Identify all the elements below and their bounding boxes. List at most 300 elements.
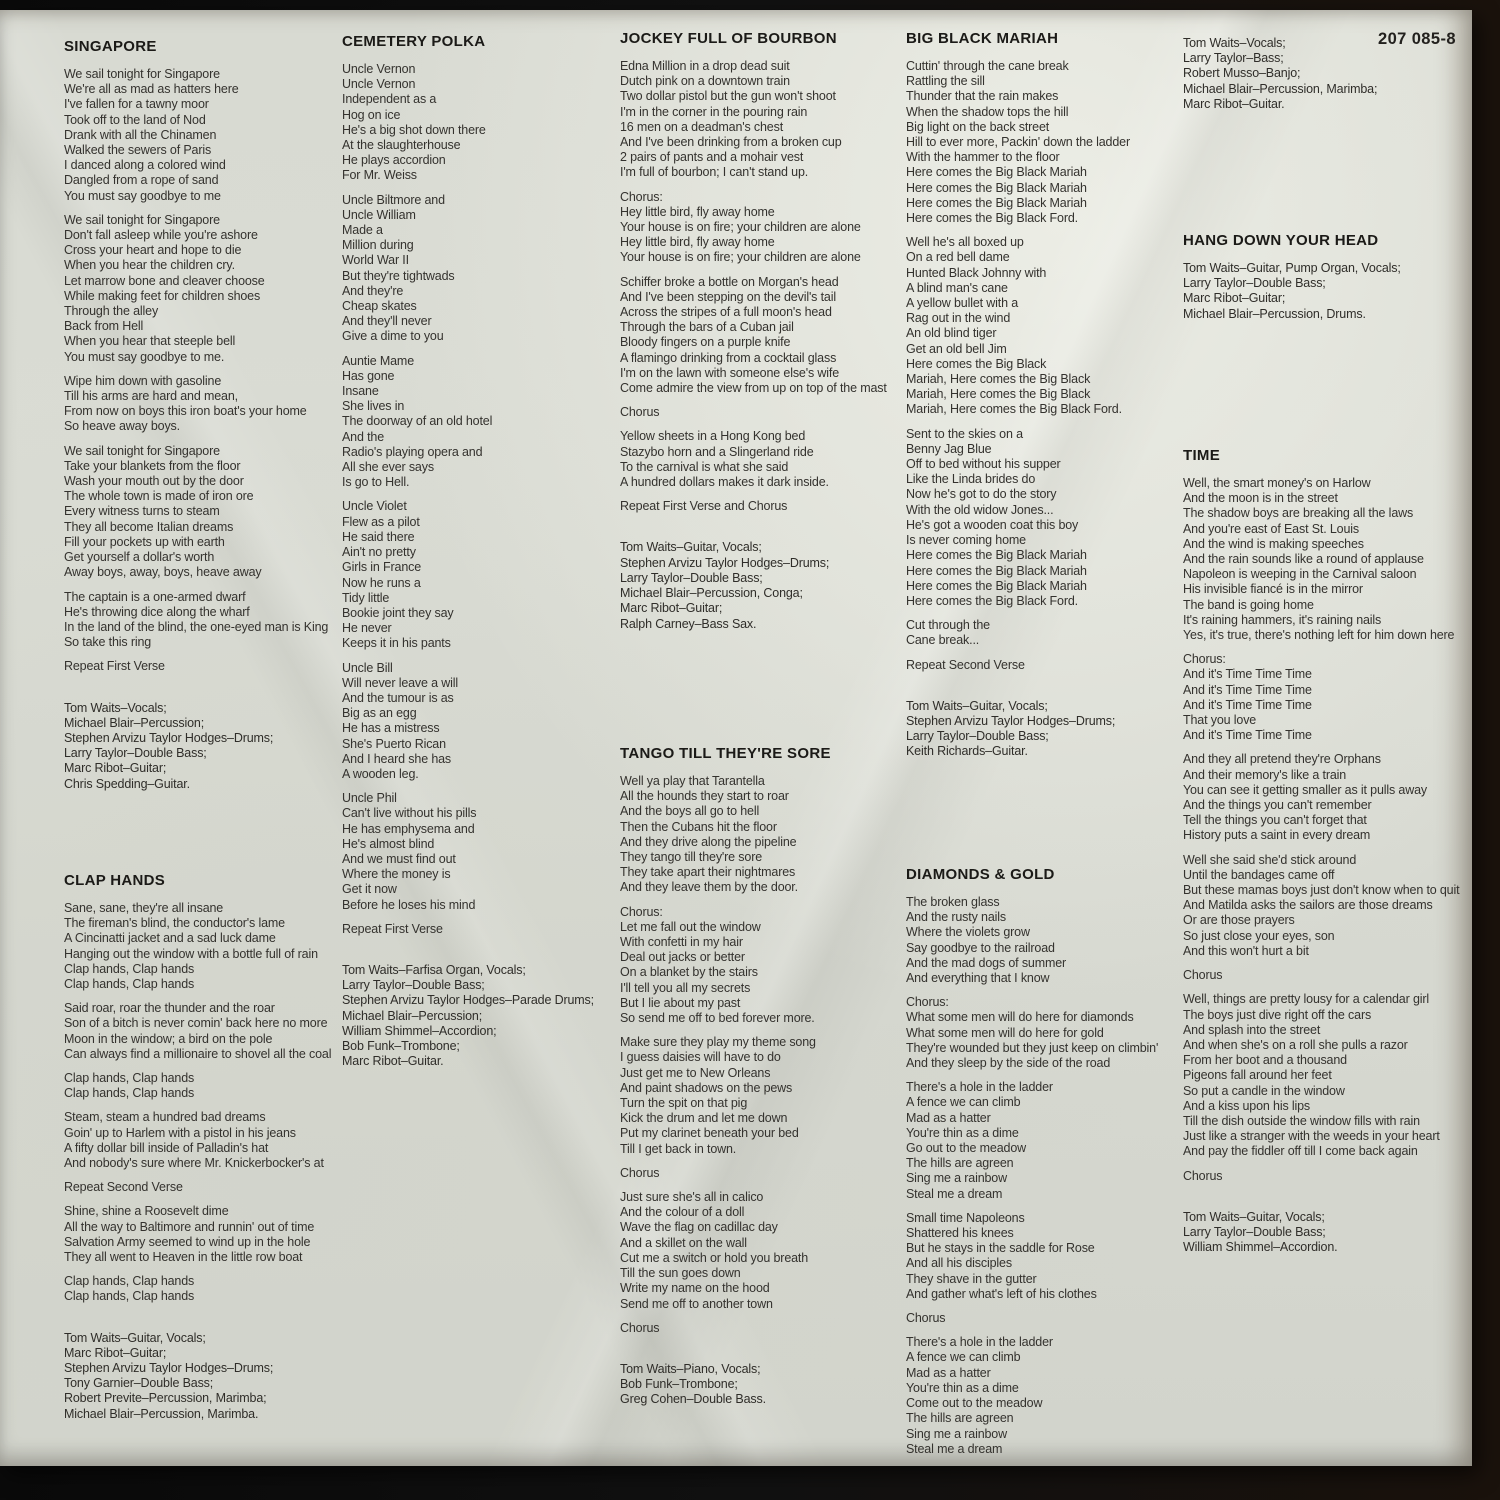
lyric-line: I guess daisies will have to do bbox=[620, 1050, 781, 1065]
lyric-line: And when she's on a roll she pulls a razor bbox=[1183, 1037, 1408, 1052]
lyric-line: World War II bbox=[342, 253, 409, 268]
lyric-line: At the slaughterhouse bbox=[342, 138, 461, 153]
lyric-line: Till the dish outside the window fills with rain bbox=[1183, 1113, 1420, 1128]
lyric-line: What some men will do here for gold bbox=[906, 1025, 1104, 1040]
lyric-line: Chorus bbox=[620, 1165, 660, 1180]
lyric-line: He has a mistress bbox=[342, 721, 440, 736]
lyric-line: Chorus bbox=[1183, 968, 1223, 983]
lyric-line: A fence we can climb bbox=[906, 1350, 1021, 1365]
lyric-line: For Mr. Weiss bbox=[342, 168, 417, 183]
song-time bbox=[1183, 447, 1472, 1264]
lyric-line: And they're bbox=[342, 283, 404, 298]
lyric-line: We sail tonight for Singapore bbox=[64, 212, 220, 227]
lyric-line: But I lie about my past bbox=[620, 995, 741, 1010]
lyric-line: A hundred dollars makes it dark inside. bbox=[620, 475, 829, 490]
lyric-line: Hanging out the window with a bottle full of rain bbox=[64, 946, 318, 961]
lyric-line: Uncle Violet bbox=[342, 499, 407, 514]
stanza bbox=[1183, 1169, 1472, 1184]
stanza bbox=[342, 791, 614, 913]
song-credits bbox=[1183, 1210, 1472, 1256]
lyric-line: A blind man's cane bbox=[906, 280, 1008, 295]
lyric-line: But these mamas boys just don't know when to quit bbox=[1183, 883, 1460, 898]
lyric-line: You're thin as a dime bbox=[906, 1125, 1019, 1140]
credit-line: Marc Ribot–Guitar. bbox=[1183, 96, 1285, 111]
lyric-line: Till the sun goes down bbox=[620, 1266, 741, 1281]
lyric-line: Moon in the window; a bird on the pole bbox=[64, 1031, 273, 1046]
credit-line: Larry Taylor–Double Bass; bbox=[620, 570, 763, 585]
lyric-line: And paint shadows on the pews bbox=[620, 1080, 793, 1095]
lyric-line: And I've been drinking from a broken cup bbox=[620, 135, 842, 150]
stanza bbox=[906, 995, 1186, 1071]
lyric-line: Cut me a switch or hold you breath bbox=[620, 1250, 809, 1265]
stanza bbox=[1183, 476, 1472, 643]
lyric-line: Across the stripes of a full moon's head bbox=[620, 305, 832, 320]
credit-line: Michael Blair–Percussion, Marimba; bbox=[1183, 81, 1378, 96]
lyric-line: 16 men on a deadman's chest bbox=[620, 119, 784, 134]
lyric-line: Uncle Vernon bbox=[342, 62, 416, 76]
song-title: TANGO TILL THEY'RE SORE bbox=[620, 745, 831, 762]
lyric-line: Until the bandages came off bbox=[1183, 867, 1335, 882]
lyric-line: Deal out jacks or better bbox=[620, 950, 745, 965]
lyric-line: Here comes the Big Black Ford. bbox=[906, 211, 1078, 226]
lyric-line: Let marrow bone and cleaver choose bbox=[64, 273, 265, 288]
lyric-line: And gather what's left of his clothes bbox=[906, 1286, 1097, 1301]
credit-line: Marc Ribot–Guitar; bbox=[1183, 291, 1286, 306]
credit-line: Keith Richards–Guitar. bbox=[906, 744, 1028, 759]
lyric-line: Will never leave a will bbox=[342, 675, 459, 690]
credit-line: Tom Waits–Piano, Vocals; bbox=[620, 1361, 761, 1376]
lyric-line: Give a dime to you bbox=[342, 329, 444, 344]
lyric-line: Cut through the bbox=[906, 618, 990, 633]
lyric-line: Here comes the Big Black bbox=[906, 356, 1047, 371]
lyric-line: Or are those prayers bbox=[1183, 913, 1295, 928]
lyric-line: Now he runs a bbox=[342, 575, 421, 590]
credit-line: Tom Waits–Guitar, Vocals; bbox=[620, 540, 762, 555]
lyric-line: Wash your mouth out by the door bbox=[64, 474, 244, 489]
lyric-line: Turn the spit on that pig bbox=[620, 1096, 748, 1111]
lyric-line: The shadow boys are breaking all the laws bbox=[1183, 506, 1414, 521]
lyric-line: Pigeons fall around her feet bbox=[1183, 1068, 1332, 1083]
lyric-line: So put a candle in the window bbox=[1183, 1083, 1345, 1098]
stanza bbox=[64, 444, 336, 581]
lyric-line: Hey little bird, fly away home bbox=[620, 204, 775, 219]
stanza bbox=[906, 895, 1186, 986]
lyric-line: He has emphysema and bbox=[342, 821, 475, 836]
lyric-line: His invisible fiancé is in the mirror bbox=[1183, 582, 1363, 597]
lyric-line: Flew as a pilot bbox=[342, 514, 420, 529]
stanza bbox=[1183, 652, 1472, 743]
credit-line: William Shimmel–Accordion. bbox=[1183, 1240, 1338, 1255]
credit-line: Tom Waits–Guitar, Vocals; bbox=[1183, 1209, 1325, 1224]
lyric-line: Your house is on fire; your children are alone bbox=[620, 220, 861, 235]
lyric-line: Write my name on the hood bbox=[620, 1281, 770, 1296]
lyric-line: From now on boys this iron boat's your home bbox=[64, 404, 307, 419]
stanza bbox=[620, 499, 908, 514]
lyric-line: She lives in bbox=[342, 399, 405, 414]
lyric-line: Benny Jag Blue bbox=[906, 441, 992, 456]
lyric-line: Go out to the meadow bbox=[906, 1141, 1026, 1156]
lyric-line: Now he's got to do the story bbox=[906, 487, 1057, 502]
lyric-line: Off to bed without his supper bbox=[906, 457, 1061, 472]
lyric-line: Steal me a dream bbox=[906, 1441, 1003, 1456]
catalog-number: 207 085-8 bbox=[1378, 30, 1456, 48]
lyric-line: While making feet for children shoes bbox=[64, 288, 261, 303]
stanza bbox=[906, 1211, 1186, 1302]
lyric-line: Can always find a millionaire to shovel all the coal bbox=[64, 1046, 332, 1061]
lyric-line: Just get me to New Orleans bbox=[620, 1065, 771, 1080]
lyric-line: And the boys all go to hell bbox=[620, 804, 760, 819]
lyric-line: Kick the drum and let me down bbox=[620, 1111, 788, 1126]
lyric-line: Till his arms are hard and mean, bbox=[64, 389, 238, 404]
lyric-line: But he stays in the saddle for Rose bbox=[906, 1241, 1095, 1256]
lyric-line: Uncle Phil bbox=[342, 791, 397, 806]
lyric-line: And the rain sounds like a round of applause bbox=[1183, 552, 1424, 567]
lyric-line: He said there bbox=[342, 529, 415, 544]
lyric-line: Chorus bbox=[620, 1320, 660, 1335]
lyric-line: Here comes the Big Black Mariah bbox=[906, 165, 1087, 180]
lyric-line: And pay the fiddler off till I come back again bbox=[1183, 1144, 1418, 1159]
lyric-line: So heave away boys. bbox=[64, 419, 180, 434]
lyric-line: And splash into the street bbox=[1183, 1022, 1321, 1037]
credit-line: Larry Taylor–Double Bass; bbox=[1183, 1224, 1326, 1239]
lyric-line: The hills are agreen bbox=[906, 1411, 1014, 1426]
lyric-line: Here comes the Big Black Mariah bbox=[906, 548, 1087, 563]
lyric-line: I've fallen for a tawny moor bbox=[64, 97, 209, 112]
lyric-line: And everything that I know bbox=[906, 971, 1050, 986]
lyric-line: Clap hands, Clap hands bbox=[64, 977, 195, 992]
lyric-line: Well, the smart money's on Harlow bbox=[1183, 476, 1371, 490]
lyric-line: And they drive along the pipeline bbox=[620, 834, 797, 849]
lyric-line: That you love bbox=[1183, 713, 1257, 728]
song-cemetery-polka bbox=[342, 33, 614, 1078]
lyric-line: Back from Hell bbox=[64, 319, 144, 334]
lyric-line: You must say goodbye to me. bbox=[64, 349, 225, 364]
credit-line: Larry Taylor–Double Bass; bbox=[342, 978, 485, 993]
lyric-line: All the way to Baltimore and runnin' out of time bbox=[64, 1219, 315, 1234]
credit-line: Michael Blair–Percussion, Drums. bbox=[1183, 306, 1366, 321]
lyric-line: Sane, sane, they're all insane bbox=[64, 901, 224, 915]
song-title: TIME bbox=[1183, 447, 1221, 464]
credit-line: Tom Waits–Vocals; bbox=[64, 700, 167, 715]
stanza bbox=[620, 1166, 908, 1181]
lyric-line: They tango till they're sore bbox=[620, 850, 763, 865]
stanza bbox=[1183, 992, 1472, 1159]
credit-line: Michael Blair–Percussion; bbox=[64, 715, 205, 730]
credit-line: Robert Previte–Percussion, Marimba; bbox=[64, 1391, 267, 1406]
lyric-line: Is go to Hell. bbox=[342, 475, 410, 490]
lyric-line: Sing me a rainbow bbox=[906, 1171, 1007, 1186]
stanza bbox=[1183, 752, 1472, 843]
lyric-line: Can't live without his pills bbox=[342, 806, 477, 821]
lyric-line: Napoleon is weeping in the Carnival saloon bbox=[1183, 567, 1417, 582]
lyric-line: A fence we can climb bbox=[906, 1095, 1021, 1110]
credit-line: Tony Garnier–Double Bass; bbox=[64, 1376, 214, 1391]
credit-line: Larry Taylor–Double Bass; bbox=[1183, 276, 1326, 291]
song-title: HANG DOWN YOUR HEAD bbox=[1183, 232, 1379, 249]
song-credits bbox=[620, 540, 908, 631]
stanza bbox=[64, 67, 336, 204]
lyric-line: Cuttin' through the cane break bbox=[906, 59, 1069, 73]
song-credits bbox=[64, 701, 336, 792]
stanza bbox=[620, 1035, 908, 1157]
lyric-line: Schiffer broke a bottle on Morgan's head bbox=[620, 274, 839, 289]
lyric-line: Has gone bbox=[342, 368, 395, 383]
lyric-line: On a blanket by the stairs bbox=[620, 965, 758, 980]
credit-line: William Shimmel–Accordion; bbox=[342, 1023, 497, 1038]
lyric-line: Where the violets grow bbox=[906, 925, 1030, 940]
stanza bbox=[620, 405, 908, 420]
credit-line: Michael Blair–Percussion; bbox=[342, 1008, 483, 1023]
song-singapore bbox=[64, 38, 336, 801]
stanza bbox=[342, 499, 614, 651]
lyric-line: Mariah, Here comes the Big Black bbox=[906, 372, 1091, 387]
credit-line: Larry Taylor–Double Bass; bbox=[64, 746, 207, 761]
lyric-line: Through the bars of a Cuban jail bbox=[620, 320, 794, 335]
lyric-line: And I heard she has bbox=[342, 751, 452, 766]
lyric-line: Here comes the Big Black Mariah bbox=[906, 195, 1087, 210]
credit-line: Michael Blair–Percussion, Conga; bbox=[620, 586, 803, 601]
stanza bbox=[64, 1071, 336, 1101]
song-title: CEMETERY POLKA bbox=[342, 33, 486, 50]
lyric-line: Mad as a hatter bbox=[906, 1365, 991, 1380]
stanza bbox=[620, 429, 908, 490]
lyric-line: And the wind is making speeches bbox=[1183, 536, 1364, 551]
lyric-line: Cross your heart and hope to die bbox=[64, 243, 242, 258]
lyric-line: So just close your eyes, son bbox=[1183, 928, 1335, 943]
song-credits bbox=[620, 1362, 908, 1408]
stanza bbox=[906, 618, 1186, 648]
lyric-line: Just sure she's all in calico bbox=[620, 1190, 764, 1205]
credit-line: Marc Ribot–Guitar; bbox=[620, 601, 723, 616]
lyric-line: A fifty dollar bill inside of Palladin's hat bbox=[64, 1140, 269, 1155]
lyric-line: And it's Time Time Time bbox=[1183, 667, 1312, 682]
lyric-line: Don't fall asleep while you're ashore bbox=[64, 228, 258, 243]
stanza bbox=[906, 1080, 1186, 1202]
lyric-line: Chorus bbox=[1183, 1168, 1223, 1183]
lyric-line: From her boot and a thousand bbox=[1183, 1053, 1347, 1068]
lyric-line: I'll tell you all my secrets bbox=[620, 980, 751, 995]
lyric-line: I'm in the corner in the pouring rain bbox=[620, 104, 808, 119]
song-clap-hands bbox=[64, 872, 336, 1431]
lyric-line: Ain't no pretty bbox=[342, 545, 416, 560]
lyric-line: Auntie Mame bbox=[342, 353, 414, 368]
song-diamonds-and-gold bbox=[906, 866, 1186, 1466]
lyric-line: And they'll never bbox=[342, 314, 432, 329]
song-title: BIG BLACK MARIAH bbox=[906, 30, 1059, 47]
lyric-line: Hill to ever more, Packin' down the ladder bbox=[906, 135, 1130, 150]
lyric-line: Hunted Black Johnny with bbox=[906, 265, 1047, 280]
credit-line: Stephen Arvizu Taylor Hodges–Drums; bbox=[64, 1361, 274, 1376]
lyric-line: She's Puerto Rican bbox=[342, 736, 446, 751]
lyric-line: Till I get back in town. bbox=[620, 1141, 737, 1156]
lyric-line: You can see it getting smaller as it pulls away bbox=[1183, 782, 1428, 797]
lyric-line: Shine, shine a Roosevelt dime bbox=[64, 1204, 229, 1219]
credit-line: Tom Waits–Farfisa Organ, Vocals; bbox=[342, 962, 526, 977]
lyric-line: I'm on the lawn with someone else's wife bbox=[620, 365, 840, 380]
lyric-line: All she ever says bbox=[342, 460, 434, 475]
lyric-line: Just like a stranger with the weeds in your heart bbox=[1183, 1129, 1440, 1144]
credit-line: Tom Waits–Guitar, Pump Organ, Vocals; bbox=[1183, 261, 1401, 275]
lyric-line: Repeat Second Verse bbox=[64, 1180, 183, 1195]
lyric-line: Well ya play that Tarantella bbox=[620, 774, 765, 788]
song-credits bbox=[1183, 36, 1472, 112]
lyric-line: Keeps it in his pants bbox=[342, 636, 451, 651]
lyric-line: Dangled from a rope of sand bbox=[64, 173, 219, 188]
lyric-line: Uncle Biltmore and bbox=[342, 192, 445, 207]
credit-line: Marc Ribot–Guitar; bbox=[64, 761, 167, 776]
stanza bbox=[906, 658, 1186, 673]
lyric-line: And we must find out bbox=[342, 851, 456, 866]
lyric-line: And a kiss upon his lips bbox=[1183, 1098, 1311, 1113]
lyric-line: Yes, it's true, there's nothing left for him down here bbox=[1183, 628, 1455, 643]
lyric-line: Million during bbox=[342, 238, 414, 253]
lyric-line: And Matilda asks the sailors are those dreams bbox=[1183, 898, 1433, 913]
lyric-line: Big as an egg bbox=[342, 706, 417, 721]
song-title: JOCKEY FULL OF BOURBON bbox=[620, 30, 837, 47]
lyric-line: What some men will do here for diamonds bbox=[906, 1010, 1134, 1025]
lyric-line: The whole town is made of iron ore bbox=[64, 489, 254, 504]
song-credits bbox=[342, 963, 614, 1069]
credit-line: Tom Waits–Vocals; bbox=[1183, 36, 1286, 50]
lyric-line: Through the alley bbox=[64, 304, 159, 319]
song-hang-down-your-head bbox=[1183, 232, 1472, 331]
lyric-line: And the rusty nails bbox=[906, 910, 1006, 925]
lyric-line: Here comes the Big Black Mariah bbox=[906, 563, 1087, 578]
lyric-line: And they all pretend they're Orphans bbox=[1183, 752, 1381, 767]
lyric-line: Salvation Army seemed to wind up in the hole bbox=[64, 1234, 311, 1249]
credit-line: Tom Waits–Guitar, Vocals; bbox=[64, 1330, 206, 1345]
lyric-line: Where the money is bbox=[342, 867, 451, 882]
credit-line: Robert Musso–Banjo; bbox=[1183, 66, 1301, 81]
lyric-line: An old blind tiger bbox=[906, 326, 997, 341]
lyric-line: You're thin as a dime bbox=[906, 1380, 1019, 1395]
lyric-line: Chorus: bbox=[620, 904, 663, 919]
stanza bbox=[620, 59, 908, 181]
lyric-line: The doorway of an old hotel bbox=[342, 414, 493, 429]
credit-line: Chris Spedding–Guitar. bbox=[64, 776, 190, 791]
stanza bbox=[1183, 853, 1472, 959]
stanza bbox=[906, 427, 1186, 609]
lyric-line: A Cincinatti jacket and a sad luck dame bbox=[64, 931, 276, 946]
lyric-line: Chorus bbox=[620, 405, 660, 420]
lyric-line: With confetti in my hair bbox=[620, 935, 743, 950]
lyric-line: And the moon is in the street bbox=[1183, 491, 1338, 506]
song-title: DIAMONDS & GOLD bbox=[906, 866, 1055, 883]
lyric-line: Rattling the sill bbox=[906, 74, 985, 89]
stanza bbox=[64, 590, 336, 651]
lyric-line: Take your blankets from the floor bbox=[64, 458, 241, 473]
lyric-line: And their memory's like a train bbox=[1183, 767, 1347, 782]
lyric-line: Big light on the back street bbox=[906, 119, 1050, 134]
credit-line: Greg Cohen–Double Bass. bbox=[620, 1392, 766, 1407]
lyric-line: We sail tonight for Singapore bbox=[64, 67, 220, 81]
lyric-line: It's raining hammers, it's raining nails bbox=[1183, 612, 1382, 627]
stanza bbox=[64, 659, 336, 674]
lyric-line: The fireman's blind, the conductor's lame bbox=[64, 916, 285, 931]
lyric-line: He plays accordion bbox=[342, 153, 446, 168]
stanza bbox=[342, 922, 614, 937]
lyric-line: They take apart their nightmares bbox=[620, 865, 796, 880]
credit-line: Stephen Arvizu Taylor Hodges–Drums; bbox=[64, 730, 274, 745]
lyric-line: Yellow sheets in a Hong Kong bed bbox=[620, 429, 806, 444]
song-tango-till-theyre-sore bbox=[620, 745, 908, 1417]
lyric-line: Come admire the view from up on top of the mast bbox=[620, 381, 887, 396]
lyric-line: Repeat Second Verse bbox=[906, 657, 1025, 672]
lyric-line: Hey little bird, fly away home bbox=[620, 235, 775, 250]
lyric-line: Goin' up to Harlem with a pistol in his jeans bbox=[64, 1125, 296, 1140]
credit-line: Ralph Carney–Bass Sax. bbox=[620, 616, 757, 631]
lyric-line: Clap hands, Clap hands bbox=[64, 1086, 195, 1101]
lyric-line: Let me fall out the window bbox=[620, 919, 761, 934]
lyric-line: Send me off to another town bbox=[620, 1296, 773, 1311]
lyric-line: Uncle Bill bbox=[342, 660, 393, 675]
lyric-line: The captain is a one-armed dwarf bbox=[64, 589, 246, 604]
lyric-line: A flamingo drinking from a cocktail glass bbox=[620, 350, 837, 365]
lyric-line: Before he loses his mind bbox=[342, 897, 476, 912]
lyric-line: And it's Time Time Time bbox=[1183, 728, 1312, 743]
lyric-line: And this won't hurt a bit bbox=[1183, 943, 1309, 958]
lyric-line: Is never coming home bbox=[906, 533, 1026, 548]
lyric-line: Cane break... bbox=[906, 633, 980, 648]
stanza bbox=[342, 661, 614, 783]
lyric-line: Edna Million in a drop dead suit bbox=[620, 59, 790, 73]
lyric-line: And the colour of a doll bbox=[620, 1205, 745, 1220]
lyric-line: And the tumour is as bbox=[342, 690, 454, 705]
lyric-line: Clap hands, Clap hands bbox=[64, 961, 195, 976]
stanza bbox=[906, 235, 1186, 417]
lyric-line: There's a hole in the ladder bbox=[906, 1335, 1053, 1350]
credit-line: Stephen Arvizu Taylor Hodges–Drums; bbox=[620, 555, 830, 570]
lyric-line: Walked the sewers of Paris bbox=[64, 143, 212, 158]
lyric-line: They all went to Heaven in the little row boat bbox=[64, 1250, 303, 1265]
credit-line: Bob Funk–Trombone; bbox=[342, 1038, 460, 1053]
lyric-line: And they leave them by the door. bbox=[620, 880, 798, 895]
credit-line: Stephen Arvizu Taylor Hodges–Parade Drums; bbox=[342, 993, 594, 1008]
lyric-line: He's throwing dice along the wharf bbox=[64, 604, 250, 619]
stanza bbox=[906, 1311, 1186, 1326]
lyric-line: Drank with all the Chinamen bbox=[64, 127, 217, 142]
lyric-line: Clap hands, Clap hands bbox=[64, 1071, 195, 1086]
lyric-line: Two dollar pistol but the gun won't shoot bbox=[620, 89, 836, 104]
lyric-line: On a red bell dame bbox=[906, 250, 1010, 265]
lyric-line: Sent to the skies on a bbox=[906, 426, 1023, 441]
lyric-line: They shave in the gutter bbox=[906, 1271, 1037, 1286]
lyric-line: They're wounded but they just keep on climbin' bbox=[906, 1040, 1159, 1055]
song-credits bbox=[1183, 261, 1472, 322]
lyric-line: A wooden leg. bbox=[342, 766, 419, 781]
lyric-line: Make sure they play my theme song bbox=[620, 1035, 816, 1050]
lyric-line: He's got a wooden coat this boy bbox=[906, 517, 1079, 532]
credit-line: Marc Ribot–Guitar. bbox=[342, 1054, 444, 1069]
lyric-line: Well he's all boxed up bbox=[906, 235, 1024, 250]
stanza bbox=[64, 1110, 336, 1171]
lyric-line: Radio's playing opera and bbox=[342, 444, 483, 459]
lyric-line: When you hear that steeple bell bbox=[64, 334, 236, 349]
lyric-line: And all his disciples bbox=[906, 1256, 1012, 1271]
lyric-line: Uncle Vernon bbox=[342, 77, 416, 92]
lyric-line: Repeat First Verse bbox=[342, 921, 443, 936]
lyric-line: Sing me a rainbow bbox=[906, 1426, 1007, 1441]
lyric-line: Repeat First Verse and Chorus bbox=[620, 499, 788, 514]
lyric-line: So send me off to bed forever more. bbox=[620, 1011, 815, 1026]
lyric-line: They all become Italian dreams bbox=[64, 519, 234, 534]
stanza bbox=[64, 1180, 336, 1195]
song-credits bbox=[64, 1331, 336, 1422]
lyric-line: Get an old bell Jim bbox=[906, 341, 1007, 356]
lyric-line: Chorus: bbox=[620, 189, 663, 204]
stanza bbox=[342, 193, 614, 345]
stanza bbox=[906, 59, 1186, 226]
